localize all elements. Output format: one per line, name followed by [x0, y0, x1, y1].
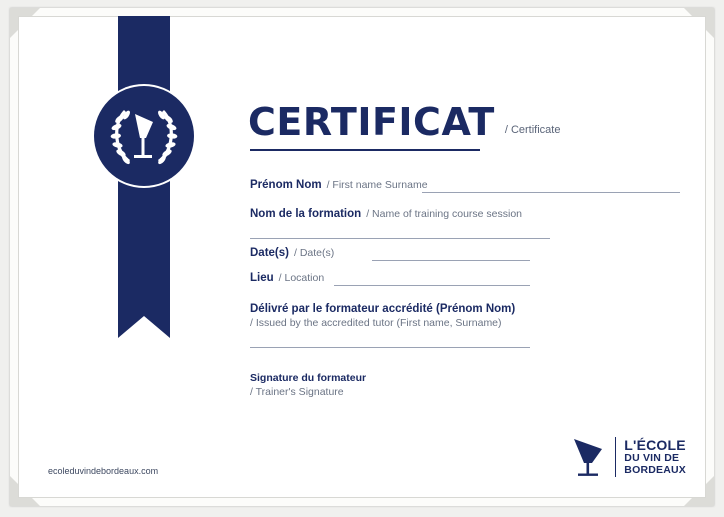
website-url[interactable]: ecoleduvindebordeaux.com	[48, 466, 159, 476]
field-name-label-en: / First name Surname	[326, 179, 428, 191]
logo-line-3: BORDEAUX	[624, 463, 686, 476]
field-dates-label-fr: Date(s)	[250, 247, 289, 259]
field-dates-input-line[interactable]	[372, 260, 530, 261]
field-name-label-fr: Prénom Nom	[250, 179, 322, 191]
brand-logo	[568, 435, 686, 479]
signature-block	[250, 372, 366, 398]
field-training-input-line[interactable]	[250, 238, 550, 239]
wine-glass-icon	[568, 435, 608, 479]
field-dates-label-en: / Date(s)	[293, 247, 335, 259]
logo-line-2: DU VIN DE	[624, 452, 680, 465]
field-location-label-en: / Location	[278, 272, 325, 284]
laurel-wreath-seal	[94, 86, 194, 186]
logo-line-1: L'ÉCOLE	[624, 437, 686, 454]
signature-label-fr: Signature du formateur	[250, 372, 367, 384]
field-issued-by-label-fr: Délivré par le formateur accrédité (Prénom Nom)	[250, 303, 516, 315]
page-title-translation: / Certificate	[504, 124, 561, 136]
field-training	[250, 208, 680, 220]
field-location-label-fr: Lieu	[250, 272, 274, 284]
field-issued-by-input-line[interactable]	[250, 347, 530, 348]
field-training-label-fr: Nom de la formation	[250, 208, 362, 220]
title-underline	[250, 149, 480, 151]
field-location	[250, 272, 680, 284]
field-issued-by	[250, 303, 680, 329]
field-training-label-en: / Name of training course session	[366, 208, 523, 220]
field-name	[250, 179, 680, 191]
field-dates	[250, 247, 680, 259]
logo-wordmark	[624, 438, 686, 476]
certificate-content	[248, 16, 688, 498]
field-location-input-line[interactable]	[334, 285, 530, 286]
page-title: CERTIFICAT	[248, 100, 495, 144]
certificate-title-row	[248, 100, 561, 144]
logo-divider	[615, 437, 616, 477]
wine-glass-emblem	[134, 114, 153, 158]
field-name-input-line[interactable]	[422, 192, 680, 193]
field-issued-by-label-en: / Issued by the accredited tutor (First name, Surname)	[250, 317, 502, 329]
signature-label-en: / Trainer's Signature	[250, 386, 344, 398]
